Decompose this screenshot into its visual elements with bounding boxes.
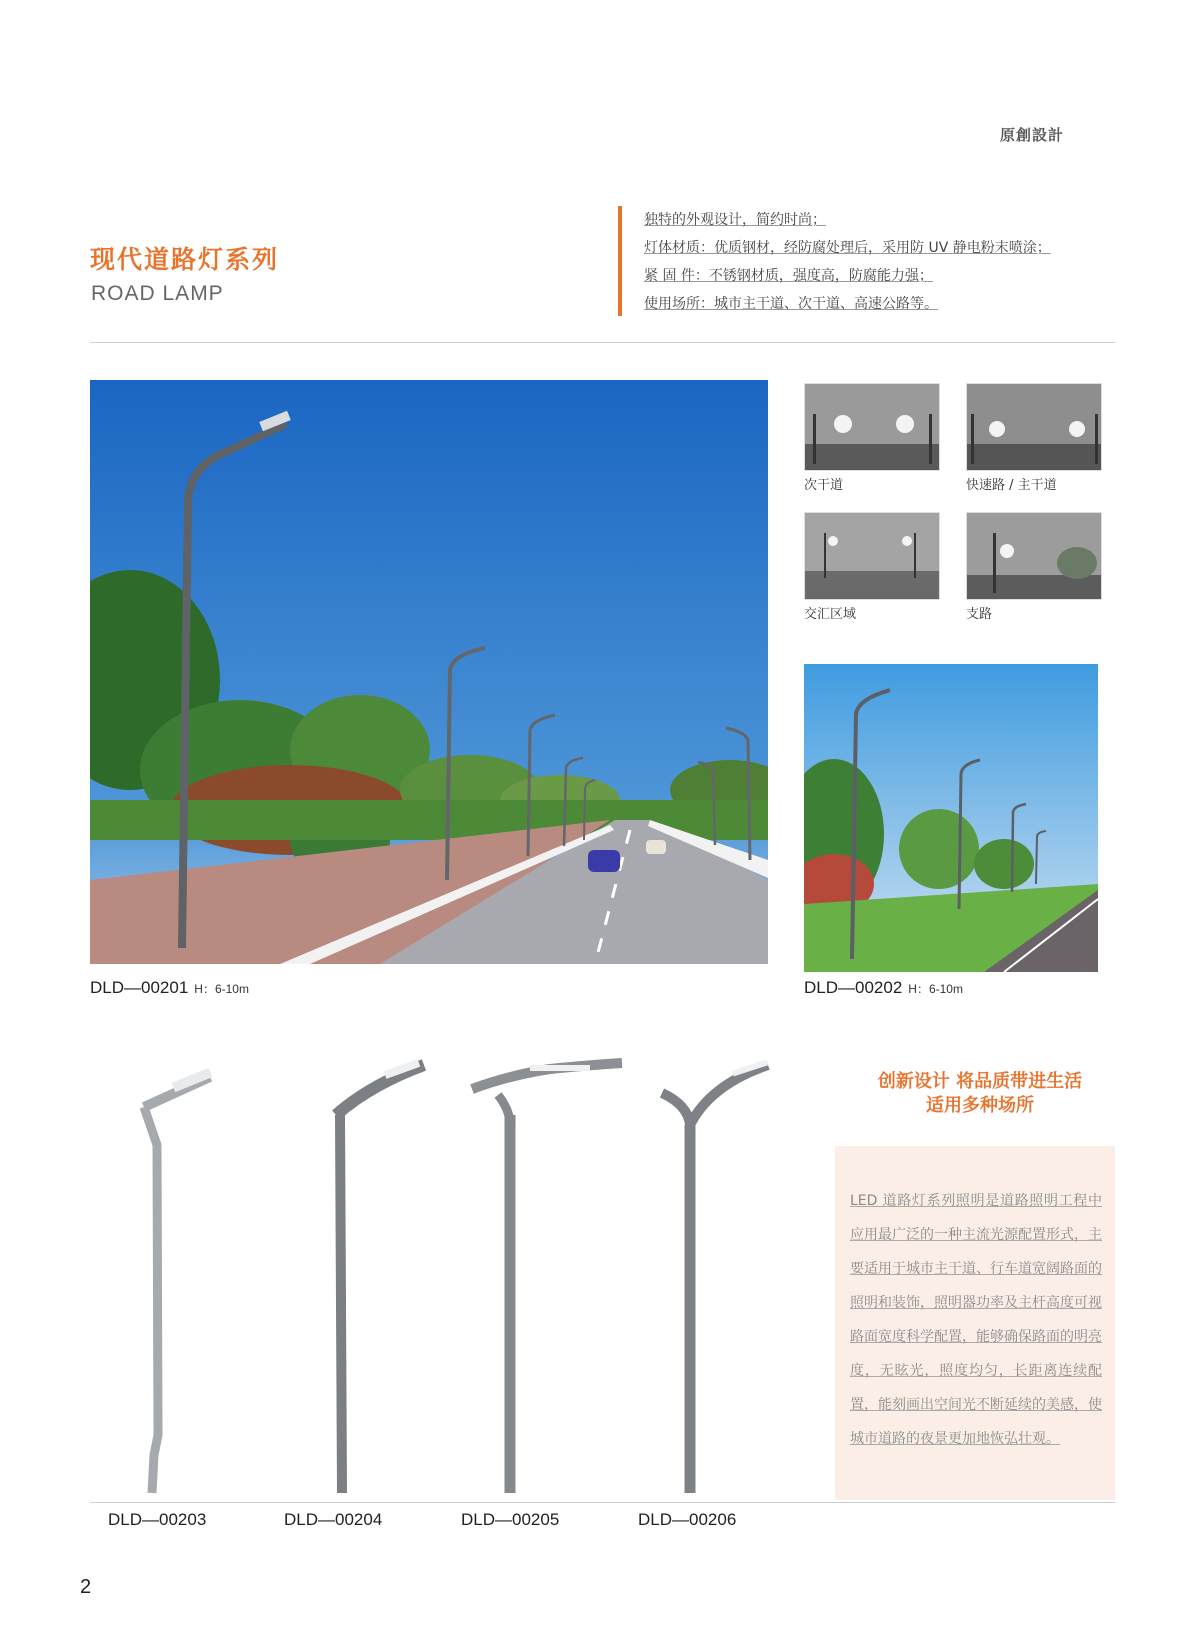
scenario-thumb-expressway [966,383,1102,471]
product-caption [804,978,963,998]
lamp-illustration-00206 [650,1035,800,1495]
scenario-thumb-branch-road [966,512,1102,600]
feature-item: 紧 固 件：不锈钢材质，强度高，防腐能力强； [644,268,933,284]
slogan-line-1: 创新设计 将品质带进生活 [877,1071,1083,1092]
bottom-divider [90,1502,1115,1503]
model-number: DLD—00206 [638,1510,737,1529]
feature-item: 独特的外观设计，简约时尚； [644,212,826,228]
section-divider [90,342,1115,343]
scenario-thumb-secondary-road [804,383,940,471]
page-title: 现代道路灯系列 [90,245,280,274]
height-spec: H：6-10m [908,982,963,996]
main-product-photo [90,380,768,964]
feature-item: 使用场所：城市主干道、次干道、高速公路等。 [644,296,938,312]
scenario-label: 交汇区域 [804,607,857,622]
lamp-illustration-00204 [300,1035,440,1495]
feature-item: 灯体材质：优质钢材，经防腐处理后，采用防 UV 静电粉末喷涂； [644,240,1051,256]
model-number: DLD—00203 [108,1510,207,1529]
page-number: 2 [80,1576,92,1598]
lamp-illustration-00203 [110,1035,250,1495]
description-text: LED 道路灯系列照明是道路照明工程中应用最广泛的一种主流光源配置形式，主要适用于城市主干道、行车道宽阔路面的照明和装饰，照明器功率及主杆高度可视路面宽度科学配置，能够确保路面的明亮度，无眩光，照度均匀，长距离连续配置，能刻画出空间光不断延续的美感，使城市道路的夜景更加地恢弘壮观。 [850,1193,1102,1447]
scenario-label: 快速路 / 主干道 [966,478,1057,493]
secondary-product-photo [804,664,1098,972]
product-caption [90,978,249,998]
scenario-label: 支路 [966,607,993,622]
scenario-thumb-intersection [804,512,940,600]
slogan-line-2: 适用多种场所 [926,1095,1034,1116]
accent-divider [618,206,622,316]
feature-list [644,208,1051,320]
model-number: DLD—00201 [90,978,189,997]
scenario-label: 次干道 [804,478,844,493]
model-number: DLD—00202 [804,978,903,997]
header-tag: 原創設計 [1000,126,1065,144]
lamp-illustration-00205 [470,1035,630,1495]
model-number: DLD—00204 [284,1510,383,1529]
page-subtitle: ROAD LAMP [91,282,224,305]
model-number: DLD—00205 [461,1510,560,1529]
height-spec: H：6-10m [194,982,249,996]
